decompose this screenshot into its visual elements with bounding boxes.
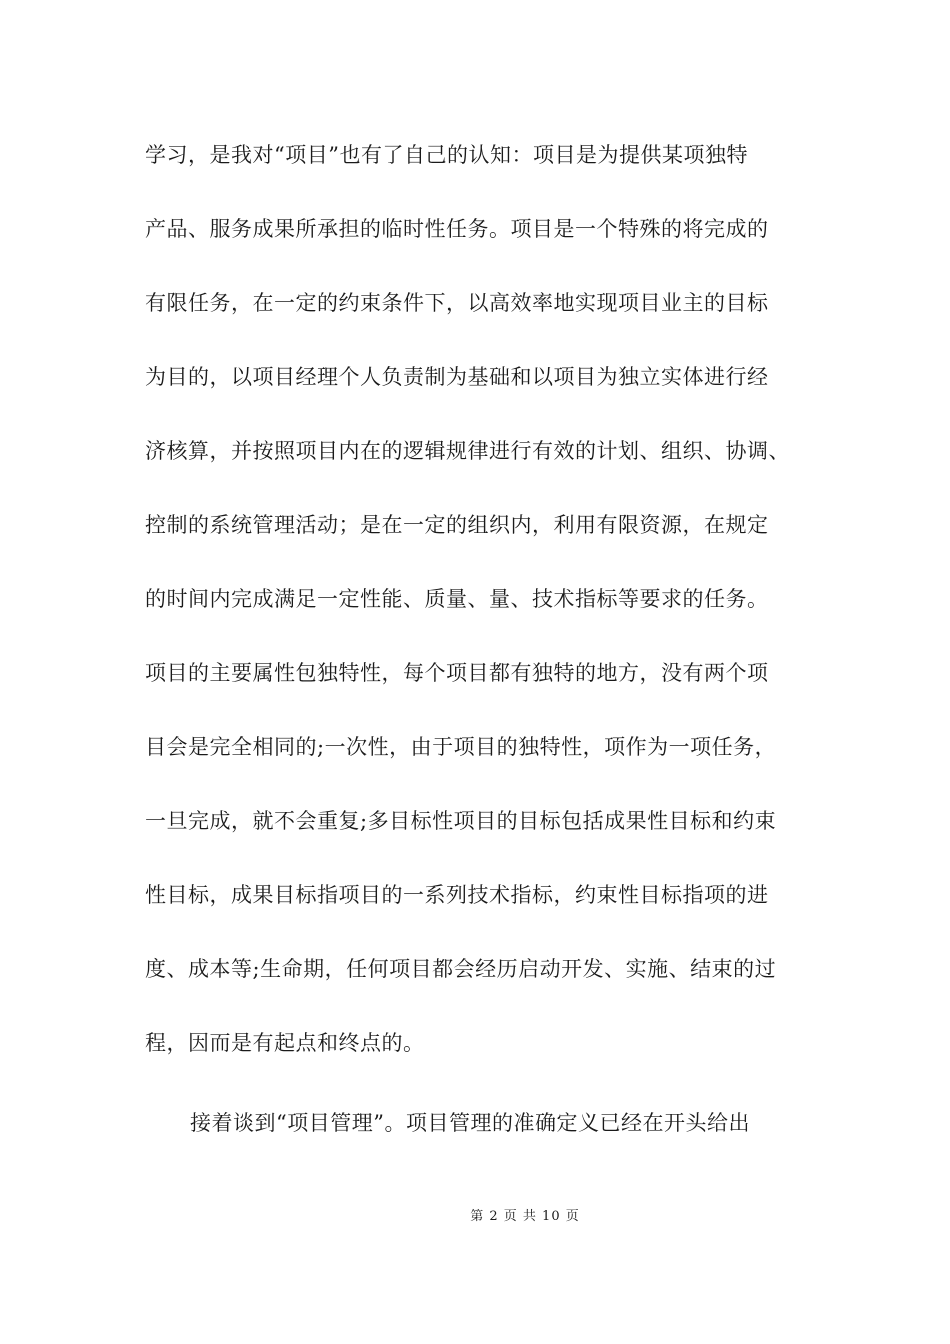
body-line-4: 为目的，以项目经理个人负责制为基础和以项目为独立实体进行经 xyxy=(145,365,769,389)
body-line-6: 控制的系统管理活动；是在一定的组织内，利用有限资源，在规定 xyxy=(145,513,769,537)
body-line-13: 程，因而是有起点和终点的。 xyxy=(145,1031,425,1055)
body-line-9: 目会是完全相同的;一次性，由于项目的独特性，项作为一项任务， xyxy=(145,735,777,759)
body-line-5: 济核算，并按照项目内在的逻辑规律进行有效的计划、组织、协调、 xyxy=(145,439,790,463)
body-line-1: 学习，是我对“项目”也有了自己的认知：项目是为提供某项独特 xyxy=(145,143,748,167)
body-line-3: 有限任务，在一定的约束条件下，以高效率地实现项目业主的目标 xyxy=(145,291,769,315)
body-line-11: 性目标，成果目标指项目的一系列技术指标，约束性目标指项的进 xyxy=(145,883,769,907)
body-line-14: 接着谈到“项目管理”。项目管理的准确定义已经在开头给出 xyxy=(190,1111,750,1135)
body-line-8: 项目的主要属性包独特性，每个项目都有独特的地方，没有两个项 xyxy=(145,661,769,685)
body-line-10: 一旦完成，就不会重复;多目标性项目的目标包括成果性目标和约束 xyxy=(145,809,777,833)
body-line-12: 度、成本等;生命期，任何项目都会经历启动开发、实施、结束的过 xyxy=(145,957,777,981)
page-number-footer: 第 2 页 共 10 页 xyxy=(470,1209,580,1224)
body-line-7: 的时间内完成满足一定性能、质量、量、技术指标等要求的任务。 xyxy=(145,587,769,611)
body-line-2: 产品、服务成果所承担的临时性任务。项目是一个特殊的将完成的 xyxy=(145,217,769,241)
